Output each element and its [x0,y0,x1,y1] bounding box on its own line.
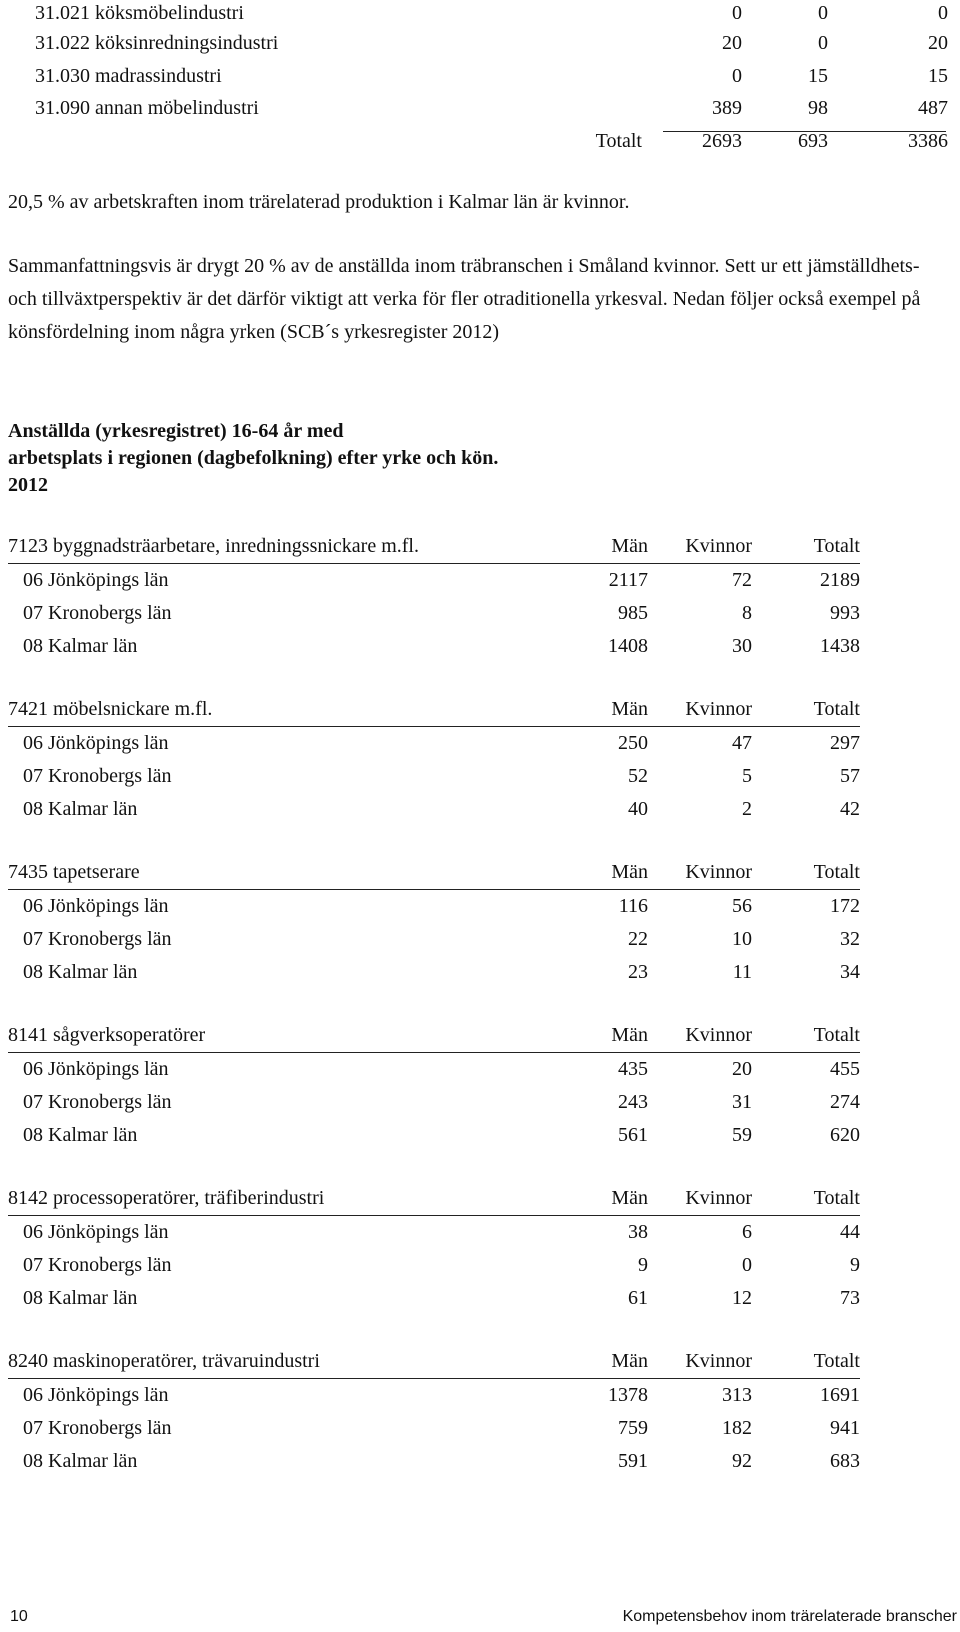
value-cell: 0 [732,65,742,87]
occupation-title: 7123 byggnadsträarbetare, inredningssnickare m.fl. [8,535,419,557]
men-cell: 561 [618,1124,648,1146]
value-cell: 15 [928,65,948,87]
paragraph-summary: Sammanfattningsvis är drygt 20 % av de anställda inom träbranschen i Småland kvinnor. Sett ur ett jämställdhets- och tillväxtperspektiv är det därför viktigt att verka för fler otraditionella yrkesval. Nedan följer också exempel på könsfördelning inom några yrken (SCB´s yrkesregister 2012) [8,255,921,343]
occupation-title: 7435 tapetserare [8,861,140,883]
women-cell: 31 [732,1091,752,1113]
total-value: 2693 [702,130,742,152]
region-cell: 07 Kronobergs län [23,1091,172,1113]
value-cell: 0 [732,2,742,24]
region-cell: 08 Kalmar län [23,1124,138,1146]
men-cell: 591 [618,1450,648,1472]
col-header-women: Kvinnor [685,1350,752,1372]
men-cell: 985 [618,602,648,624]
value-cell: 0 [818,2,828,24]
total-cell: 297 [830,732,860,754]
total-cell: 620 [830,1124,860,1146]
col-header-men: Män [611,861,648,883]
value-cell: 15 [808,65,828,87]
region-cell: 07 Kronobergs län [23,602,172,624]
total-cell: 57 [840,765,860,787]
paragraph-kalmar: 20,5 % av arbetskraften inom trärelaterad produktion i Kalmar län är kvinnor. [8,191,630,213]
total-cell: 2189 [820,569,860,591]
table-row [8,1445,860,1478]
table-heading [8,418,708,499]
women-cell: 92 [732,1450,752,1472]
page-number: 10 [10,1608,28,1625]
women-cell: 182 [722,1417,752,1439]
table-row [8,1249,860,1282]
men-cell: 52 [628,765,648,787]
men-cell: 243 [618,1091,648,1113]
table-row [8,564,860,597]
region-cell: 06 Jönköpings län [23,895,169,917]
col-header-women: Kvinnor [685,1187,752,1209]
col-header-men: Män [611,1350,648,1372]
value-cell: 389 [712,97,742,119]
region-cell: 06 Jönköpings län [23,569,169,591]
men-cell: 22 [628,928,648,950]
heading-line: arbetsplats i regionen (dagbefolkning) efter yrke och kön. [8,447,499,469]
total-cell: 172 [830,895,860,917]
total-label: Totalt [595,130,642,152]
women-cell: 5 [742,765,752,787]
total-cell: 34 [840,961,860,983]
table-row [8,923,860,956]
top-table-total-row [0,128,960,162]
col-header-men: Män [611,1187,648,1209]
women-cell: 20 [732,1058,752,1080]
total-value: 3386 [908,130,948,152]
women-cell: 10 [732,928,752,950]
table-row [8,890,860,923]
industry-label: 31.030 madrassindustri [35,65,222,87]
occupation-table [8,856,860,989]
table-row [8,956,860,989]
heading-line: Anställda (yrkesregistret) 16-64 år med [8,420,344,442]
occupation-table [8,1182,860,1315]
women-cell: 0 [742,1254,752,1276]
occupation-header [8,1182,860,1216]
col-header-total: Totalt [813,698,860,720]
men-cell: 23 [628,961,648,983]
col-header-women: Kvinnor [685,535,752,557]
region-cell: 08 Kalmar län [23,1450,138,1472]
top-table-row [0,95,960,129]
men-cell: 1378 [608,1384,648,1406]
table-row [8,727,860,760]
heading-year: 2012 [8,474,48,496]
men-cell: 38 [628,1221,648,1243]
total-cell: 73 [840,1287,860,1309]
region-cell: 07 Kronobergs län [23,1417,172,1439]
occupation-table [8,1345,860,1478]
women-cell: 47 [732,732,752,754]
total-cell: 274 [830,1091,860,1113]
table-row [8,1379,860,1412]
women-cell: 2 [742,798,752,820]
men-cell: 2117 [608,569,648,591]
men-cell: 61 [628,1287,648,1309]
value-cell: 0 [938,2,948,24]
industry-label: 31.022 köksinredningsindustri [35,32,279,54]
table-row [8,1053,860,1086]
occupation-header [8,693,860,727]
occupation-title: 8240 maskinoperatörer, trävaruindustri [8,1350,320,1372]
table-row [8,760,860,793]
table-row [8,793,860,826]
total-cell: 993 [830,602,860,624]
total-cell: 9 [850,1254,860,1276]
women-cell: 6 [742,1221,752,1243]
top-table-row [0,30,960,64]
women-cell: 12 [732,1287,752,1309]
value-cell: 98 [808,97,828,119]
table-row [8,597,860,630]
women-cell: 72 [732,569,752,591]
occupation-title: 8142 processoperatörer, träfiberindustri [8,1187,325,1209]
col-header-men: Män [611,535,648,557]
top-table-row [0,63,960,97]
occupation-title: 8141 sågverksoperatörer [8,1024,206,1046]
value-cell: 0 [818,32,828,54]
men-cell: 116 [618,895,648,917]
region-cell: 08 Kalmar län [23,1287,138,1309]
page-footer [0,1606,960,1630]
women-cell: 11 [732,961,752,983]
industry-label: 31.021 köksmöbelindustri [35,2,244,24]
occupation-header [8,1345,860,1379]
value-cell: 487 [918,97,948,119]
col-header-women: Kvinnor [685,698,752,720]
women-cell: 59 [732,1124,752,1146]
col-header-total: Totalt [813,1024,860,1046]
value-cell: 20 [722,32,742,54]
men-cell: 1408 [608,635,648,657]
region-cell: 07 Kronobergs län [23,928,172,950]
value-cell: 20 [928,32,948,54]
women-cell: 313 [722,1384,752,1406]
document-title: Kompetensbehov inom trärelaterade branscher [622,1608,957,1625]
total-cell: 44 [840,1221,860,1243]
women-cell: 56 [732,895,752,917]
total-cell: 455 [830,1058,860,1080]
region-cell: 08 Kalmar län [23,635,138,657]
total-cell: 1691 [820,1384,860,1406]
occupation-header [8,530,860,564]
total-cell: 1438 [820,635,860,657]
women-cell: 8 [742,602,752,624]
occupation-header [8,1019,860,1053]
table-row [8,1119,860,1152]
occupation-table [8,693,860,826]
men-cell: 759 [618,1417,648,1439]
col-header-total: Totalt [813,1350,860,1372]
table-row [8,1282,860,1315]
occupation-header [8,856,860,890]
men-cell: 40 [628,798,648,820]
men-cell: 9 [638,1254,648,1276]
table-row [8,1216,860,1249]
col-header-men: Män [611,698,648,720]
industry-label: 31.090 annan möbelindustri [35,97,259,119]
total-cell: 941 [830,1417,860,1439]
col-header-women: Kvinnor [685,861,752,883]
total-cell: 683 [830,1450,860,1472]
total-cell: 42 [840,798,860,820]
region-cell: 06 Jönköpings län [23,1058,169,1080]
region-cell: 06 Jönköpings län [23,1221,169,1243]
table-row [8,1086,860,1119]
total-value: 693 [798,130,828,152]
occupation-table [8,1019,860,1152]
top-table-row [0,0,960,34]
table-row [8,1412,860,1445]
men-cell: 435 [618,1058,648,1080]
col-header-total: Totalt [813,1187,860,1209]
region-cell: 08 Kalmar län [23,961,138,983]
region-cell: 07 Kronobergs län [23,1254,172,1276]
total-cell: 32 [840,928,860,950]
table-row [8,630,860,663]
col-header-total: Totalt [813,535,860,557]
occupation-title: 7421 möbelsnickare m.fl. [8,698,213,720]
col-header-total: Totalt [813,861,860,883]
men-cell: 250 [618,732,648,754]
occupation-table [8,530,860,663]
col-header-men: Män [611,1024,648,1046]
region-cell: 06 Jönköpings län [23,732,169,754]
region-cell: 08 Kalmar län [23,798,138,820]
women-cell: 30 [732,635,752,657]
region-cell: 07 Kronobergs län [23,765,172,787]
region-cell: 06 Jönköpings län [23,1384,169,1406]
col-header-women: Kvinnor [685,1024,752,1046]
